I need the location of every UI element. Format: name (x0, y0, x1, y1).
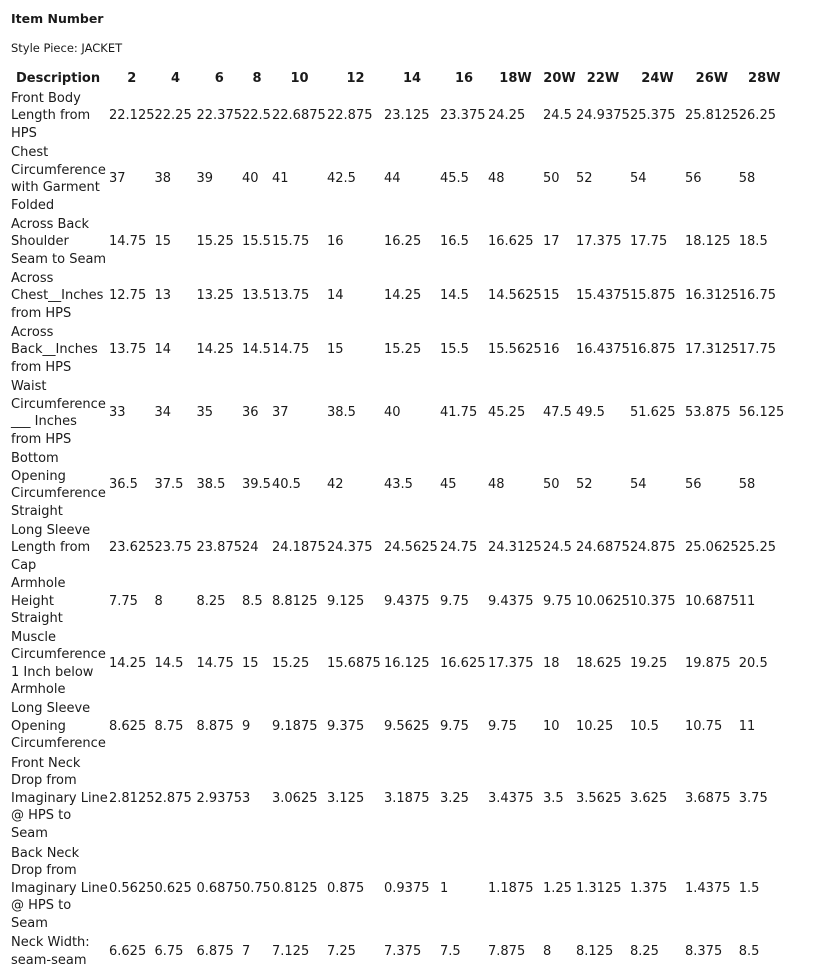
column-header-size: 8 (252, 71, 262, 86)
row-description: Chest Circumference with Garment Folded (11, 145, 106, 213)
measurement-cell: 8.75 (154, 718, 184, 734)
measurement-cell: 50 (543, 171, 560, 187)
measurement-cell: 15 (543, 288, 560, 304)
measurement-cell: 10.0625 (576, 593, 630, 609)
table-row (8, 323, 790, 377)
measurement-cell: 39.5 (242, 477, 271, 493)
measurement-cell: 13.75 (109, 342, 147, 358)
measurement-cell: 24.25 (488, 108, 526, 124)
measurement-cell: 54 (630, 477, 647, 493)
measurement-cell: 23.875 (196, 540, 242, 556)
measurement-cell: 9.5625 (384, 718, 430, 734)
measurement-cell: 7.5 (440, 943, 461, 959)
measurement-cell: 9.4375 (488, 593, 534, 609)
measurement-cell: 10.5 (630, 718, 659, 734)
table-header-row (8, 68, 790, 89)
measurement-cell: 0.6875 (196, 880, 242, 896)
measurement-cell: 49.5 (576, 405, 605, 421)
measurement-cell: 10.6875 (685, 593, 739, 609)
row-description: Across Chest__Inches from HPS (11, 270, 104, 321)
measurement-cell: 44 (384, 171, 401, 187)
measurement-cell: 47.5 (543, 405, 572, 421)
measurement-cell: 20.5 (738, 655, 768, 671)
table-row (8, 89, 790, 143)
measurement-cell: 7.125 (272, 943, 310, 959)
measurement-cell: 14.5 (440, 288, 469, 304)
measurement-cell: 13 (154, 288, 172, 304)
measurement-cell: 45 (440, 477, 457, 493)
measurement-cell: 8.625 (109, 718, 147, 734)
measurement-cell: 23.625 (109, 540, 155, 556)
table-row (8, 754, 790, 844)
measurement-cell: 22.25 (154, 108, 192, 124)
row-description: Back Neck Drop from Imaginary Line @ HPS to Seam (11, 845, 108, 931)
measurement-cell: 17.375 (488, 655, 534, 671)
measurement-cell: 33 (109, 405, 126, 421)
row-description: Waist Circumference ___ Inches from HPS (11, 379, 106, 447)
measurement-cell: 2.9375 (196, 790, 242, 806)
measurement-cell: 24.9375 (576, 108, 630, 124)
table-row (8, 449, 790, 521)
measurement-cell: 1 (440, 880, 449, 896)
column-header-size: 10 (290, 71, 309, 86)
measurement-cell: 22.375 (196, 108, 242, 124)
measurement-table (8, 68, 790, 970)
measurement-cell: 8.25 (630, 943, 659, 959)
measurement-cell: 6.75 (154, 943, 184, 959)
measurement-cell: 3.125 (327, 790, 365, 806)
measurement-cell: 10.375 (630, 593, 676, 609)
table-row (8, 215, 790, 269)
measurement-cell: 14 (154, 342, 172, 358)
measurement-cell: 22.125 (109, 108, 155, 124)
measurement-cell: 3 (242, 790, 251, 806)
column-header-size: 18W (499, 71, 532, 86)
measurement-cell: 10.25 (576, 718, 614, 734)
measurement-cell: 13.25 (196, 288, 234, 304)
measurement-cell: 8.5 (738, 943, 760, 959)
measurement-cell: 3.4375 (488, 790, 534, 806)
measurement-cell: 23.375 (440, 108, 486, 124)
measurement-cell: 37.5 (154, 477, 184, 493)
measurement-cell: 2.8125 (109, 790, 155, 806)
measurement-cell: 14.75 (196, 655, 234, 671)
column-header-size: 14 (402, 71, 422, 86)
measurement-cell: 1.375 (630, 880, 668, 896)
measurement-cell: 8.5 (242, 593, 263, 609)
measurement-cell: 38.5 (196, 477, 226, 493)
measurement-cell: 9.125 (327, 593, 365, 609)
measurement-cell: 17.3125 (685, 342, 739, 358)
measurement-cell: 43.5 (384, 477, 413, 493)
measurement-cell: 0.875 (327, 880, 365, 896)
table-row (8, 269, 790, 323)
column-header-size: 4 (170, 71, 181, 86)
table-row (8, 844, 790, 934)
measurement-cell: 25.25 (738, 540, 776, 556)
measurement-cell: 15 (242, 655, 259, 671)
measurement-cell: 15 (154, 234, 172, 250)
measurement-cell: 7 (242, 943, 251, 959)
measurement-cell: 3.5 (543, 790, 564, 806)
measurement-cell: 19.875 (685, 655, 731, 671)
measurement-cell: 15.5 (242, 234, 271, 250)
measurement-cell: 23.125 (384, 108, 430, 124)
measurement-cell: 0.9375 (384, 880, 430, 896)
column-header-size: 16 (454, 71, 474, 86)
measurement-cell: 22.6875 (272, 108, 326, 124)
measurement-cell: 3.625 (630, 790, 668, 806)
measurement-cell: 10 (543, 718, 560, 734)
measurement-cell: 14.25 (384, 288, 422, 304)
measurement-cell: 15.5625 (488, 342, 542, 358)
style-piece-label: Style Piece: JACKET (11, 41, 123, 55)
measurement-cell: 16.625 (488, 234, 534, 250)
measurement-cell: 15.25 (196, 234, 234, 250)
measurement-cell: 0.625 (154, 880, 192, 896)
measurement-cell: 40 (384, 405, 401, 421)
measurement-cell: 16.125 (384, 655, 430, 671)
measurement-cell: 37 (109, 171, 126, 187)
column-header-size: 6 (214, 71, 224, 86)
table-row (8, 143, 790, 215)
measurement-cell: 45.25 (488, 405, 526, 421)
measurement-cell: 15.75 (272, 234, 310, 250)
row-description: Neck Width: seam-seam (11, 935, 90, 968)
measurement-cell: 17.75 (738, 342, 776, 358)
measurement-cell: 41 (272, 171, 289, 187)
measurement-cell: 8.375 (685, 943, 723, 959)
table-row (8, 628, 790, 700)
measurement-cell: 24.5625 (384, 540, 438, 556)
column-header-description: Description (16, 71, 101, 86)
table-row (8, 934, 790, 970)
measurement-cell: 3.5625 (576, 790, 622, 806)
measurement-cell: 16.75 (738, 288, 776, 304)
measurement-cell: 11 (738, 593, 756, 609)
measurement-cell: 17 (543, 234, 560, 250)
measurement-cell: 14.25 (109, 655, 147, 671)
measurement-cell: 8.875 (196, 718, 234, 734)
measurement-cell: 39 (196, 171, 214, 187)
measurement-cell: 37 (272, 405, 289, 421)
measurement-cell: 58 (738, 171, 756, 187)
measurement-cell: 24.875 (630, 540, 676, 556)
measurement-cell: 53.875 (685, 405, 731, 421)
measurement-cell: 56 (685, 477, 702, 493)
measurement-cell: 25.375 (630, 108, 676, 124)
measurement-cell: 1.1875 (488, 880, 534, 896)
measurement-cell: 56 (685, 171, 702, 187)
measurement-cell: 41.75 (440, 405, 478, 421)
measurement-cell: 8 (154, 593, 163, 609)
measurement-cell: 26.25 (738, 108, 776, 124)
measurement-cell: 42.5 (327, 171, 356, 187)
column-header-size: 22W (586, 71, 620, 86)
measurement-cell: 25.8125 (685, 108, 739, 124)
measurement-cell: 1.25 (543, 880, 572, 896)
measurement-cell: 19.25 (630, 655, 668, 671)
table-row (8, 377, 790, 449)
measurement-cell: 9.75 (440, 593, 469, 609)
measurement-cell: 15.4375 (576, 288, 630, 304)
measurement-cell: 38.5 (327, 405, 356, 421)
measurement-cell: 10.75 (685, 718, 723, 734)
measurement-cell: 24 (242, 540, 259, 556)
measurement-cell: 35 (196, 405, 214, 421)
measurement-cell: 3.0625 (272, 790, 318, 806)
measurement-cell: 0.5625 (109, 880, 155, 896)
column-header-size: 12 (346, 71, 365, 86)
measurement-cell: 52 (576, 171, 593, 187)
measurement-cell: 48 (488, 171, 505, 187)
measurement-cell: 7.875 (488, 943, 526, 959)
measurement-cell: 7.25 (327, 943, 356, 959)
measurement-cell: 14.5 (154, 655, 184, 671)
measurement-cell: 45.5 (440, 171, 469, 187)
row-description: Bottom Opening Circumference Straight (11, 451, 106, 519)
measurement-cell: 14 (327, 288, 344, 304)
measurement-cell: 11 (738, 718, 756, 734)
column-header-size: 20W (543, 71, 576, 86)
table-row (8, 575, 790, 628)
measurement-cell: 16.875 (630, 342, 676, 358)
measurement-cell: 23.75 (154, 540, 192, 556)
measurement-cell: 9 (242, 718, 251, 734)
measurement-cell: 24.1875 (272, 540, 326, 556)
measurement-cell: 40.5 (272, 477, 301, 493)
row-description: Muscle Circumference 1 Inch below Armhole (11, 629, 106, 697)
measurement-cell: 9.75 (488, 718, 517, 734)
column-header-size: 24W (641, 71, 674, 86)
measurement-cell: 56.125 (738, 405, 785, 421)
measurement-cell: 14.25 (196, 342, 234, 358)
measurement-cell: 18.625 (576, 655, 622, 671)
measurement-cell: 15.25 (272, 655, 310, 671)
column-header-size: 26W (695, 71, 729, 86)
measurement-cell: 13.75 (272, 288, 310, 304)
measurement-cell: 50 (543, 477, 560, 493)
row-description: Long Sleeve Length from Cap (11, 522, 91, 573)
table-row (8, 521, 790, 575)
measurement-cell: 9.75 (543, 593, 572, 609)
measurement-cell: 9.375 (327, 718, 365, 734)
row-description: Front Body Length from HPS (11, 90, 91, 141)
measurement-cell: 13.5 (242, 288, 271, 304)
measurement-cell: 42 (327, 477, 344, 493)
measurement-cell: 24.75 (440, 540, 478, 556)
measurement-cell: 40 (242, 171, 259, 187)
measurement-cell: 17.75 (630, 234, 668, 250)
measurement-cell: 48 (488, 477, 505, 493)
measurement-cell: 18.5 (738, 234, 768, 250)
row-description: Long Sleeve Opening Circumference (11, 701, 106, 752)
measurement-cell: 1.5 (738, 880, 760, 896)
measurement-cell: 16.3125 (685, 288, 739, 304)
measurement-cell: 38 (154, 171, 172, 187)
item-number-title: Item Number (11, 11, 104, 26)
measurement-cell: 18.125 (685, 234, 731, 250)
measurement-cell: 7.75 (109, 593, 138, 609)
measurement-cell: 25.0625 (685, 540, 739, 556)
measurement-cell: 8.25 (196, 593, 226, 609)
measurement-cell: 16.5 (440, 234, 469, 250)
measurement-cell: 0.8125 (272, 880, 318, 896)
measurement-cell: 14.75 (272, 342, 310, 358)
measurement-cell: 15.6875 (327, 655, 381, 671)
measurement-cell: 15 (327, 342, 344, 358)
measurement-cell: 6.625 (109, 943, 147, 959)
measurement-cell: 16.625 (440, 655, 486, 671)
measurement-cell: 24.5 (543, 108, 572, 124)
measurement-cell: 9.1875 (272, 718, 318, 734)
measurement-cell: 8.8125 (272, 593, 318, 609)
measurement-cell: 3.1875 (384, 790, 430, 806)
measurement-cell: 54 (630, 171, 647, 187)
measurement-cell: 8 (543, 943, 552, 959)
measurement-cell: 24.6875 (576, 540, 630, 556)
measurement-cell: 7.375 (384, 943, 422, 959)
measurement-cell: 1.4375 (685, 880, 731, 896)
measurement-cell: 58 (738, 477, 756, 493)
column-header-size: 2 (127, 71, 137, 86)
measurement-cell: 12.75 (109, 288, 147, 304)
measurement-cell: 1.3125 (576, 880, 622, 896)
measurement-cell: 18 (543, 655, 560, 671)
measurement-cell: 3.25 (440, 790, 469, 806)
table-body (8, 89, 790, 970)
row-description: Across Back__Inches from HPS (11, 324, 98, 375)
row-description: Across Back Shoulder Seam to Seam (11, 216, 107, 267)
measurement-cell: 22.5 (242, 108, 271, 124)
row-description: Armhole Height Straight (11, 576, 66, 626)
measurement-cell: 15.5 (440, 342, 469, 358)
measurement-cell: 14.5625 (488, 288, 542, 304)
measurement-cell: 52 (576, 477, 593, 493)
measurement-cell: 15.875 (630, 288, 676, 304)
measurement-cell: 36.5 (109, 477, 138, 493)
measurement-cell: 16.25 (384, 234, 422, 250)
measurement-cell: 9.4375 (384, 593, 430, 609)
measurement-cell: 36 (242, 405, 259, 421)
measurement-cell: 6.875 (196, 943, 234, 959)
measurement-cell: 14.5 (242, 342, 271, 358)
measurement-cell: 0.75 (242, 880, 271, 896)
column-header-size: 28W (748, 71, 781, 86)
measurement-cell: 2.875 (154, 790, 192, 806)
measurement-cell: 24.375 (327, 540, 373, 556)
measurement-cell: 16 (543, 342, 560, 358)
measurement-cell: 9.75 (440, 718, 469, 734)
measurement-cell: 51.625 (630, 405, 676, 421)
row-description: Front Neck Drop from Imaginary Line @ HPS to Seam (11, 755, 108, 841)
measurement-cell: 24.5 (543, 540, 572, 556)
measurement-cell: 16 (327, 234, 344, 250)
measurement-cell: 14.75 (109, 234, 147, 250)
measurement-cell: 3.75 (738, 790, 768, 806)
measurement-cell: 16.4375 (576, 342, 630, 358)
measurement-cell: 22.875 (327, 108, 373, 124)
measurement-cell: 34 (154, 405, 172, 421)
measurement-cell: 3.6875 (685, 790, 731, 806)
measurement-cell: 15.25 (384, 342, 422, 358)
measurement-cell: 17.375 (576, 234, 622, 250)
measurement-cell: 24.3125 (488, 540, 542, 556)
measurement-cell: 8.125 (576, 943, 614, 959)
table-row (8, 700, 790, 754)
